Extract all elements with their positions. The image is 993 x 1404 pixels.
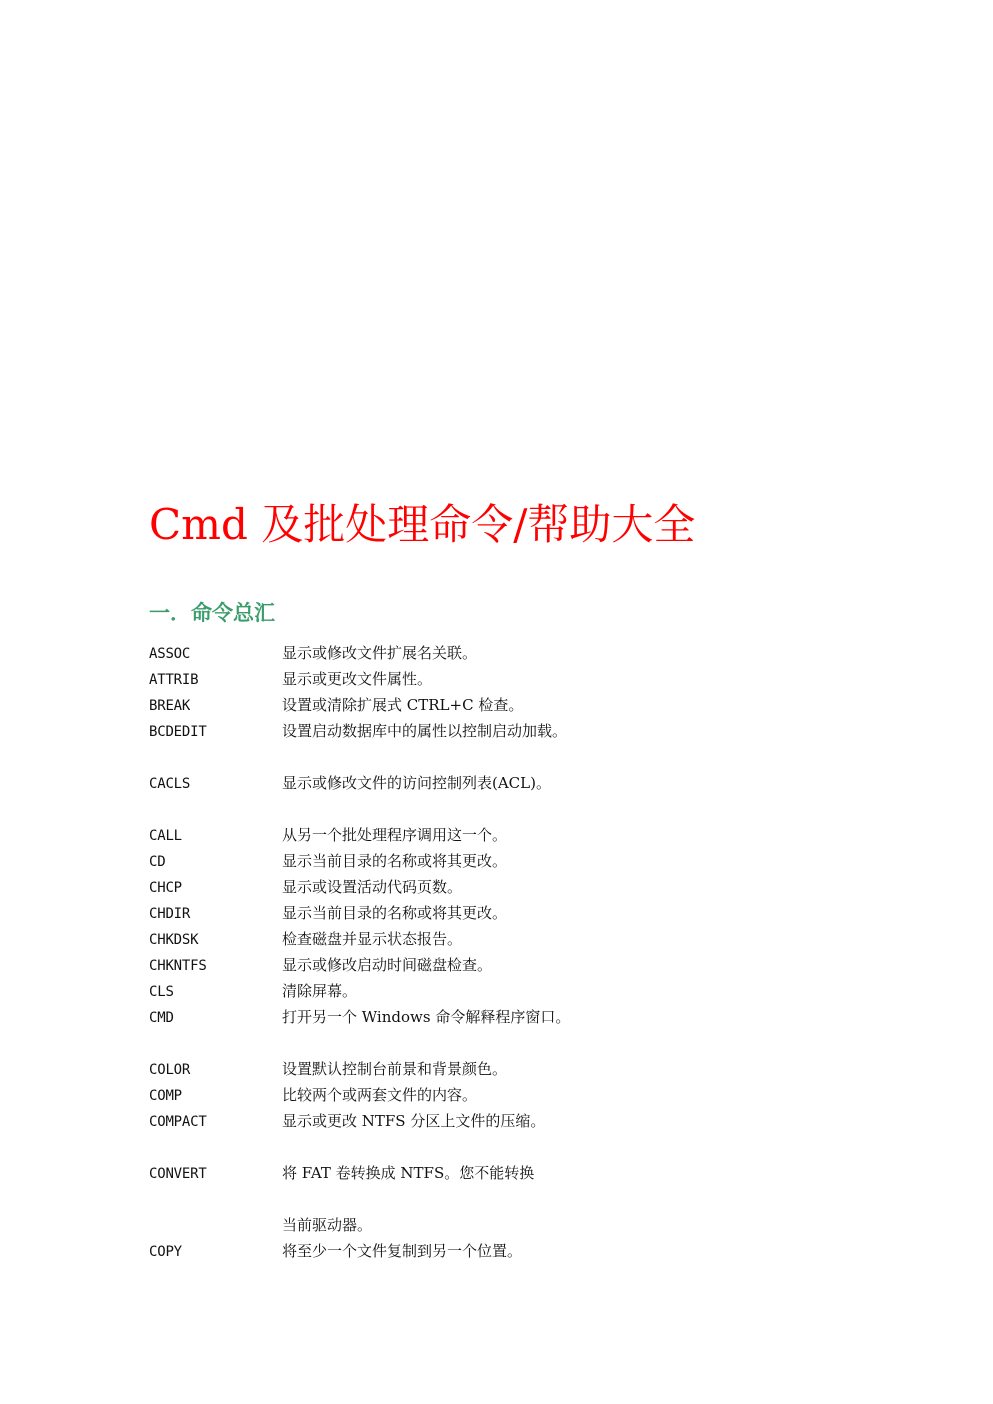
command-row — [149, 640, 849, 666]
command-description: 将至少一个文件复制到另一个位置。 — [282, 1242, 523, 1260]
command-description: 清除屏幕。 — [282, 982, 358, 1000]
command-row — [149, 926, 849, 952]
command-description: 比较两个或两套文件的内容。 — [282, 1086, 478, 1104]
command-description: 显示当前目录的名称或将其更改。 — [282, 852, 508, 870]
command-name: ASSOC — [149, 646, 191, 662]
command-row — [149, 874, 849, 900]
command-name: COMPACT — [149, 1114, 207, 1130]
command-description: 设置或清除扩展式 CTRL+C 检查。 — [282, 696, 524, 714]
blank-line — [149, 1186, 849, 1212]
command-name: BCDEDIT — [149, 724, 207, 740]
command-row — [149, 1108, 849, 1134]
command-row — [149, 1082, 849, 1108]
blank-line — [149, 796, 849, 822]
command-description: 将 FAT 卷转换成 NTFS。您不能转换 — [282, 1164, 535, 1182]
command-row — [149, 770, 849, 796]
command-list — [149, 640, 849, 1264]
command-description: 设置默认控制台前景和背景颜色。 — [282, 1060, 508, 1078]
command-name: CHKDSK — [149, 932, 199, 948]
command-row-continuation — [149, 1212, 849, 1238]
blank-line — [149, 1030, 849, 1056]
command-description: 当前驱动器。 — [282, 1216, 373, 1234]
command-name: CD — [149, 854, 166, 870]
command-name: CHCP — [149, 880, 182, 896]
command-row — [149, 692, 849, 718]
command-row — [149, 978, 849, 1004]
command-row — [149, 666, 849, 692]
blank-line — [149, 1134, 849, 1160]
command-row — [149, 822, 849, 848]
command-name: CLS — [149, 984, 174, 1000]
document-title: Cmd 及批处理命令/帮助大全 — [149, 500, 696, 549]
command-description: 显示或更改文件属性。 — [282, 670, 433, 688]
command-row — [149, 1238, 849, 1264]
command-description: 检查磁盘并显示状态报告。 — [282, 930, 463, 948]
command-row — [149, 848, 849, 874]
blank-line — [149, 744, 849, 770]
command-description: 显示或修改启动时间磁盘检查。 — [282, 956, 493, 974]
command-description: 显示或设置活动代码页数。 — [282, 878, 463, 896]
command-name: CACLS — [149, 776, 191, 792]
command-name: CHKNTFS — [149, 958, 207, 974]
command-row — [149, 1004, 849, 1030]
command-description: 显示或更改 NTFS 分区上文件的压缩。 — [282, 1112, 546, 1130]
command-name: CALL — [149, 828, 182, 844]
section-heading: 一．命令总汇 — [149, 601, 275, 625]
command-description: 从另一个批处理程序调用这一个。 — [282, 826, 508, 844]
command-description: 显示当前目录的名称或将其更改。 — [282, 904, 508, 922]
command-description: 设置启动数据库中的属性以控制启动加载。 — [282, 722, 568, 740]
command-name: CMD — [149, 1010, 174, 1026]
command-row — [149, 718, 849, 744]
command-description: 显示或修改文件扩展名关联。 — [282, 644, 478, 662]
command-name: CONVERT — [149, 1166, 207, 1182]
command-row — [149, 900, 849, 926]
command-row — [149, 952, 849, 978]
command-name: COLOR — [149, 1062, 191, 1078]
command-description: 显示或修改文件的访问控制列表(ACL)。 — [282, 774, 551, 792]
command-name: ATTRIB — [149, 672, 199, 688]
command-name: CHDIR — [149, 906, 191, 922]
command-row — [149, 1056, 849, 1082]
command-row — [149, 1160, 849, 1186]
command-name: COMP — [149, 1088, 182, 1104]
command-description: 打开另一个 Windows 命令解释程序窗口。 — [282, 1008, 571, 1026]
command-name: BREAK — [149, 698, 191, 714]
command-name: COPY — [149, 1244, 182, 1260]
